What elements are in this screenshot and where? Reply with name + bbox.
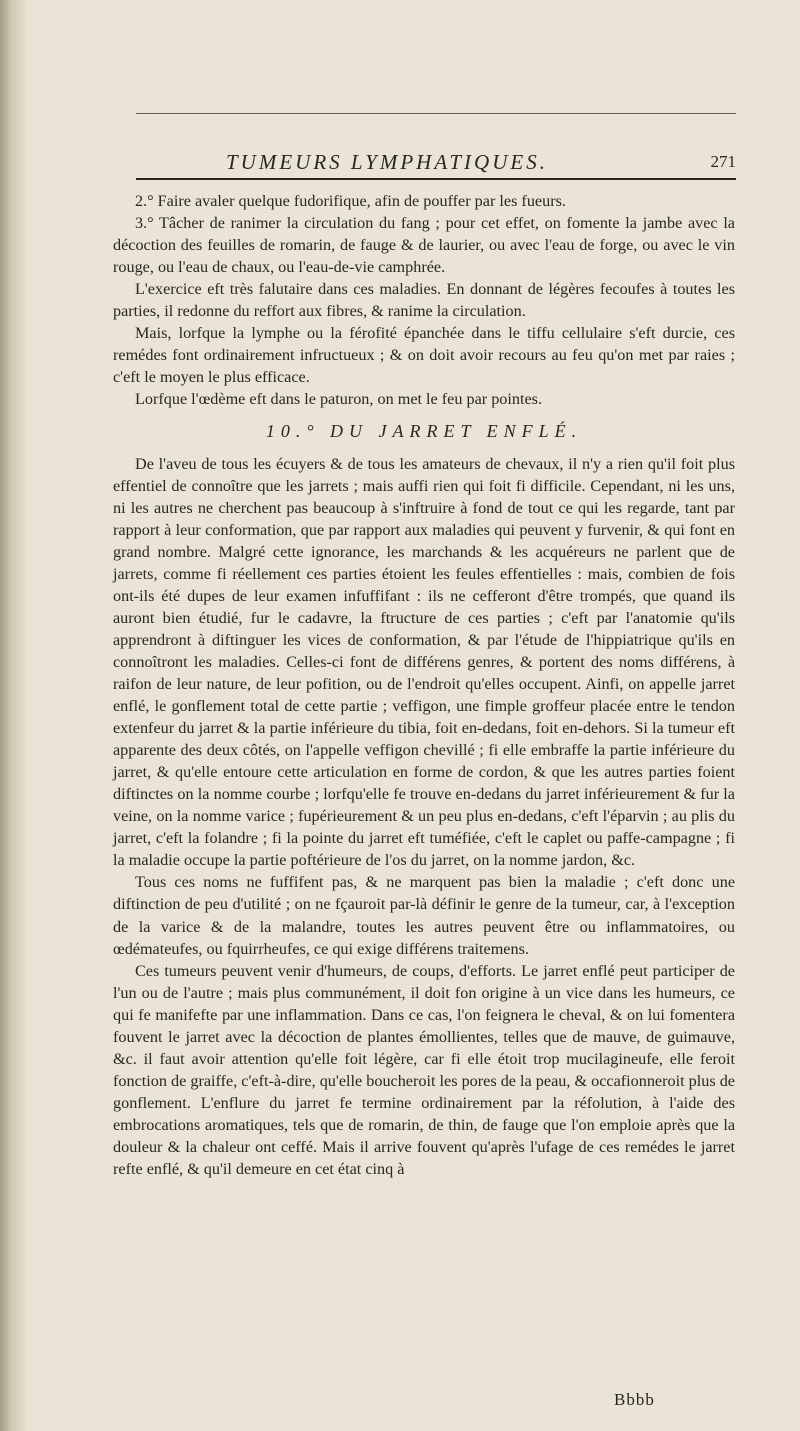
top-rule	[136, 113, 736, 114]
body-text	[113, 190, 735, 1180]
paragraph: Mais, lorfque la lymphe ou la férofité épanchée dans le tiffu cellulaire s'eft durcie, ces remédes font ordinairement infructueux ; & on doit avoir recours au feu qu'on met par raies ; c'eft le moyen le plus efficace.	[113, 324, 735, 387]
paragraph: De l'aveu de tous les écuyers & de tous les amateurs de chevaux, il n'y a rien qu'il foit plus effentiel de connoître que les jarrets ; mais auffi rien qui foit fi difficile. Cependant, ni les uns, ni les autres ne cherchent pas beaucoup à s'inftruire à fond de tout ce qui les regarde, tant par rapport à leur conformation, que par rapport aux maladies qui peuvent y furvenir, & qui font en grand nombre. Malgré cette ignorance, les marchands & les acquéreurs ne parlent que de jarrets, comme fi réellement ces parties étoient les feules effentielles : mais, combien de fois ont-ils été dupes de leur examen infuffifant : ils ne cefferont d'être trompés, que quand ils auront bien étudié, fur le cadavre, la ftructure de ces parties ; c'eft par l'anatomie qu'ils apprendront à diftinguer les vices de conformation, & par l'étude de l'hippiatrique qu'ils en connoîtront les maladies. Celles-ci font de différens genres, & portent des noms différens, à raifon de leur nature, de leur pofition, ou de l'endroit qu'elles occupent. Ainfi, on appelle jarret enflé, le gonflement total de cette partie ; veffigon, une fimple groffeur placée entre le tendon extenfeur du jarret & la partie inférieure du tibia, foit en-dedans, foit en-dehors. Si la tumeur eft apparente des deux côtés, on l'appelle veffigon chevillé ; fi elle embraffe la partie inférieure du jarret, & qu'elle entoure cette articulation en forme de cordon, & que les autres parties foient diftinctes on la nomme courbe ; lorfqu'elle fe trouve en-dedans du jarret inférieurement & fur la veine, on la nomme varice ; fupérieurement & un peu plus en-dedans, c'eft l'éparvin ; au plis du jarret, c'eft la folandre ; fi la pointe du jarret eft tuméfiée, c'eft le caplet ou paffe-campagne ; fi la maladie occupe la partie poftérieure de l'os du jarret, on la nomme jardon, &c.	[113, 454, 735, 870]
book-page	[26, 0, 800, 1431]
paragraph: 2.° Faire avaler quelque fudorifique, afin de pouffer par les fueurs.	[135, 192, 566, 210]
paragraph: Ces tumeurs peuvent venir d'humeurs, de coups, d'efforts. Le jarret enflé peut participer de l'un ou de l'autre ; mais plus communément, il doit fon origine à un vice dans les humeurs, ce qui fe manifefte par une inflammation. Dans ce cas, l'on feignera le cheval, & on lui fomentera fouvent le jarret avec la décoction de plantes émollientes, telles que de mauve, de guimauve, &c. il faut avoir attention qu'elle foit légère, car fi elle étoit trop mucilagineufe, elle feroit fonction de graiffe, c'eft-à-dire, qu'elle boucheroit les pores de la peau, & occafionneroit plus de gonflement. L'enflure du jarret fe termine ordinairement par la réfolution, à l'aide des embrocations aromatiques, tels que de romarin, de thin, de fauge que l'on emploie après que la douleur & la chaleur ont ceffé. Mais il arrive fouvent qu'après l'ufage de ces remédes le jarret refte enflé, & qu'il demeure en cet état cinq à	[113, 961, 735, 1179]
page-header	[136, 150, 736, 178]
book-binding-shadow	[0, 0, 26, 1431]
signature-mark: Bbbb	[614, 1390, 655, 1409]
header-rule	[136, 178, 736, 180]
paragraph: Lorfque l'œdème eft dans le paturon, on met le feu par pointes.	[135, 390, 543, 409]
section-heading: 10.° DU JARRET ENFLÉ.	[265, 421, 583, 442]
paragraph: Tous ces noms ne fuffifent pas, & ne marquent pas bien la maladie ; c'eft donc une diftinction de peu d'utilité ; on ne fçauroit par-là définir le genre de la tumeur, car, à l'exception de la varice & de la malandre, toutes les autres peuvent être ou inflammatoires, ou œdémateufes, ou fquirrheufes, ce qui exige différens traitemens.	[113, 873, 735, 958]
running-title: TUMEURS LYMPHATIQUES.	[226, 150, 548, 174]
paragraph: 3.° Tâcher de ranimer la circulation du fang ; pour cet effet, on fomente la jambe avec la décoction des feuilles de romarin, de fauge & de laurier, ou avec l'eau de forge, ou avec le vin rouge, ou l'eau de chaux, ou l'eau-de-vie camphrée.	[113, 214, 735, 277]
page-number: 271	[710, 152, 736, 171]
paragraph: L'exercice eft très falutaire dans ces maladies. En donnant de légères fecoufes à toutes les parties, il redonne du reffort aux fibres, & ranime la circulation.	[113, 280, 735, 321]
